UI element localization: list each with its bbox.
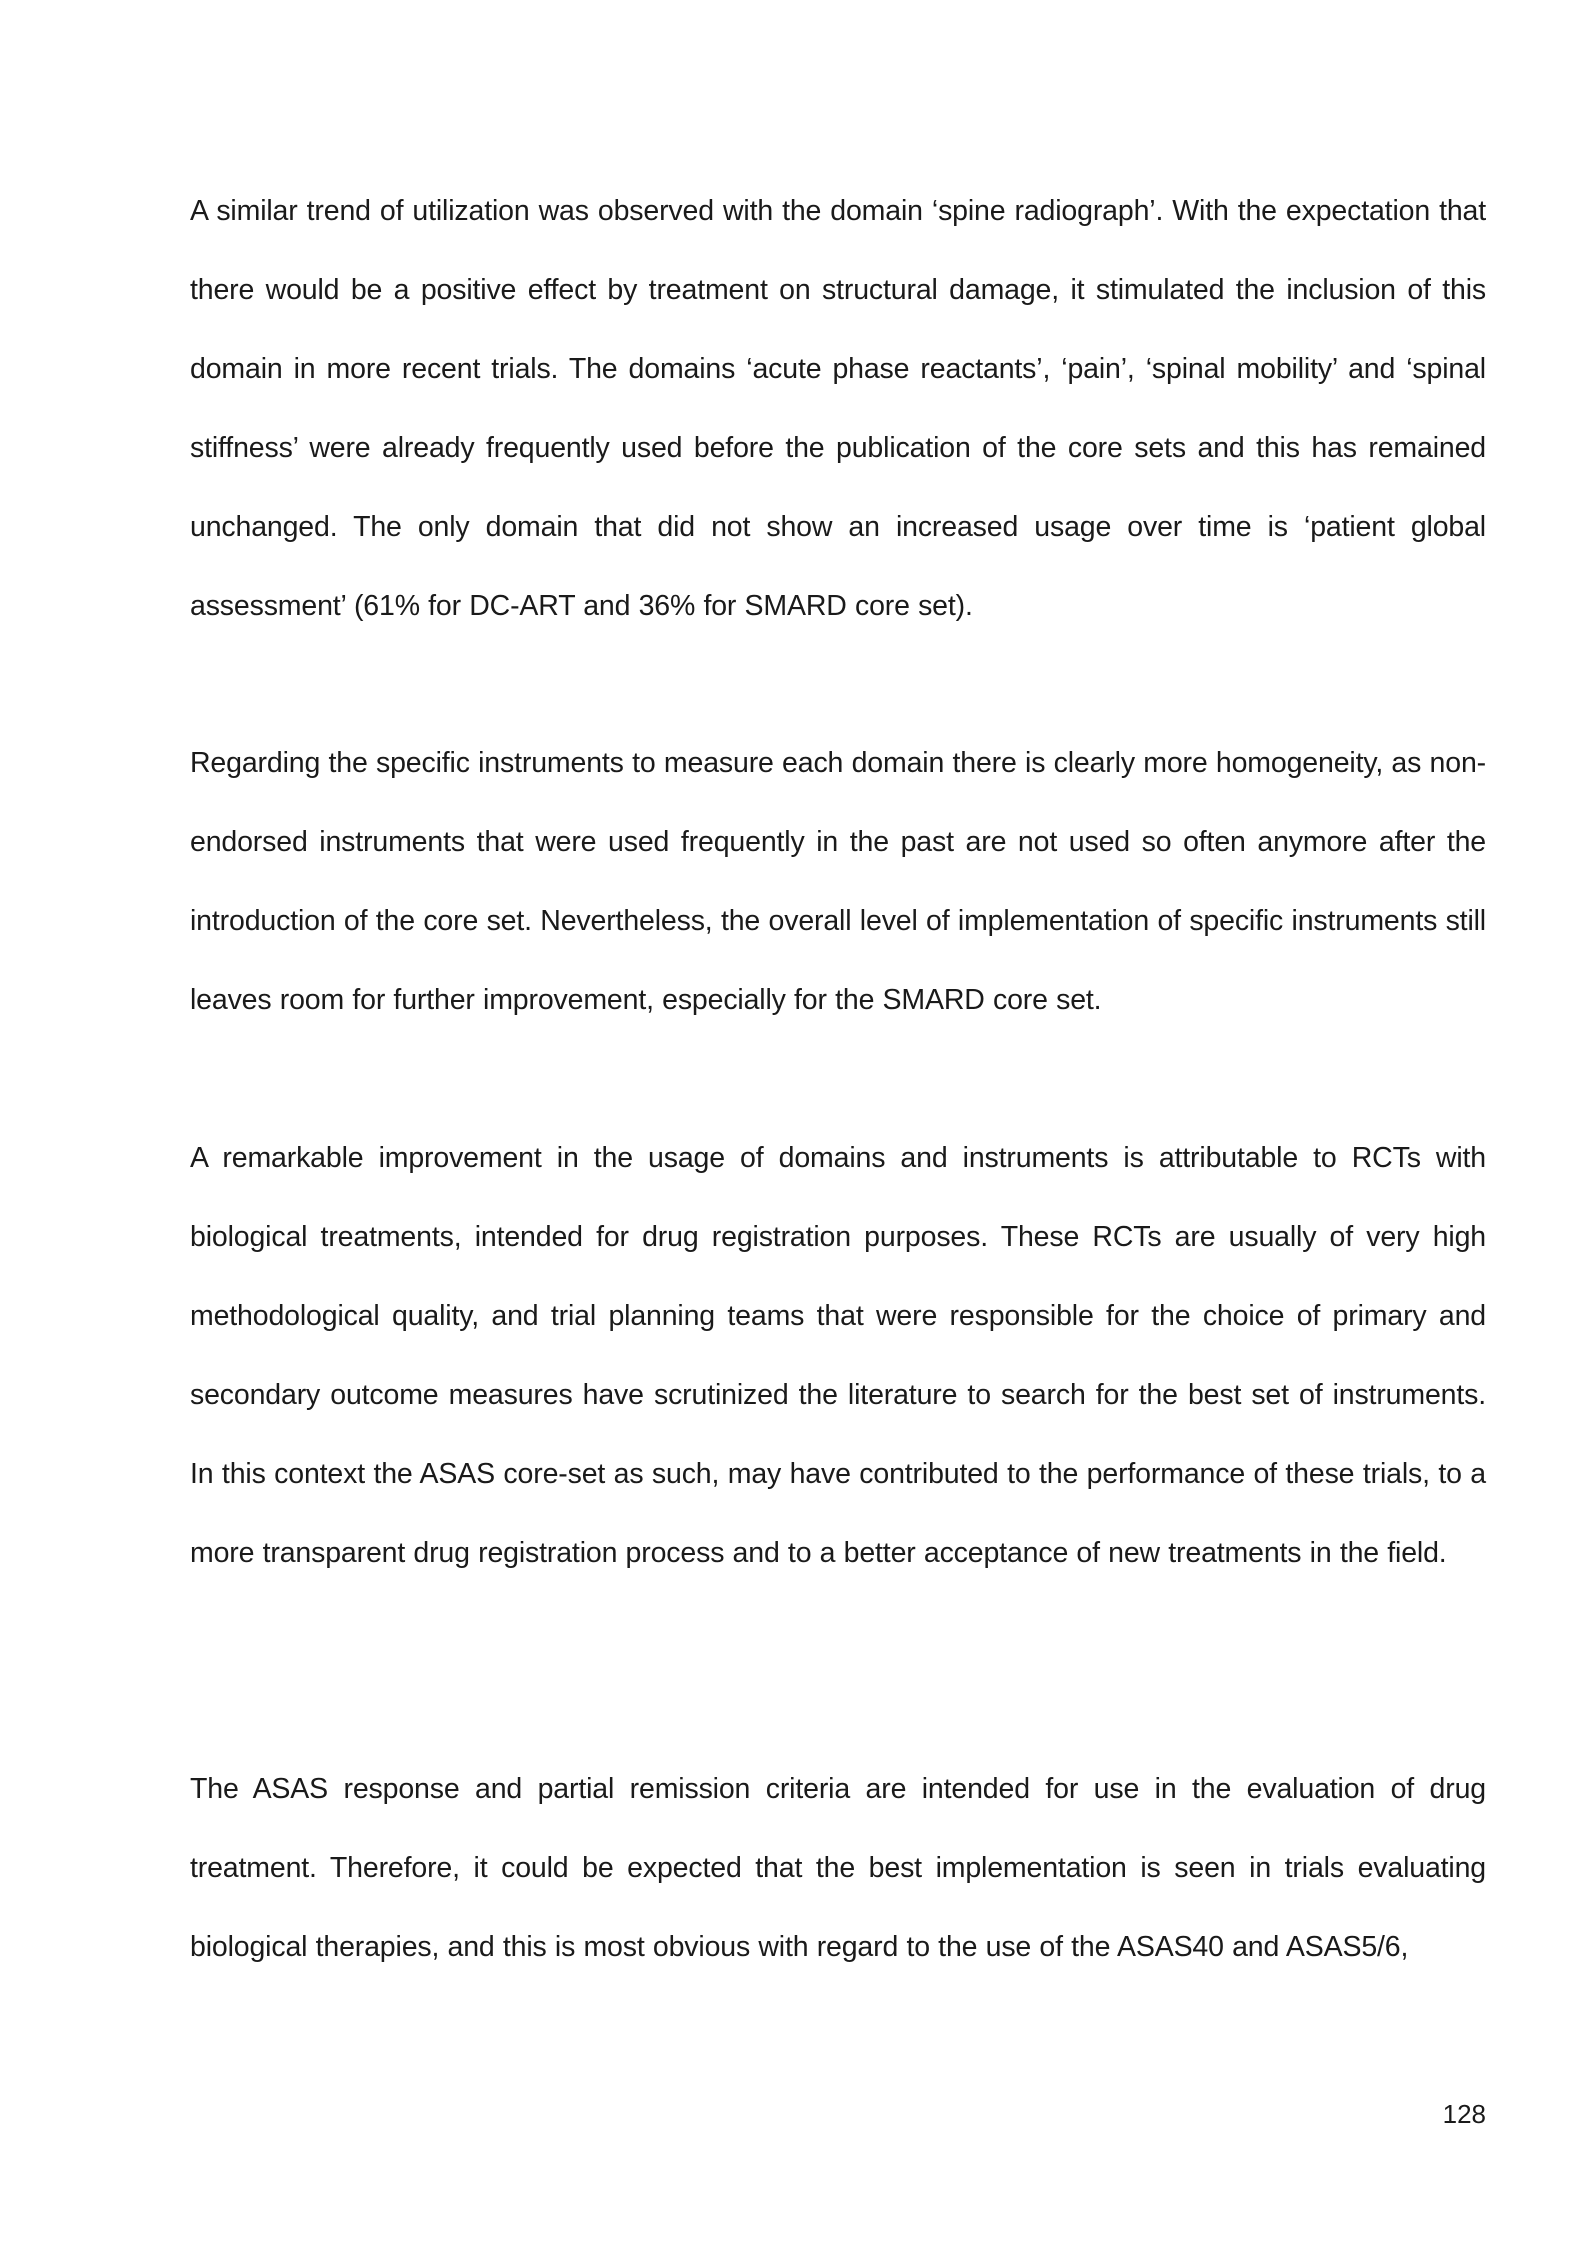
paragraph-spine-radiograph: A similar trend of utilization was observed with the domain ‘spine radiograph’. With the expectation that there would be a positive effect by treatment on structural damage, it stimulated the inclusion of this domain in more recent trials. The domains ‘acute phase reactants’, ‘pain’, ‘spinal mobility’ and ‘spinal stiffness’ were already frequently used before the publication of the core sets and this has remained unchanged. The only domain that did not show an increased usage over time is ‘patient global assessment’ (61% for DC-ART and 36% for SMARD core set).: [190, 195, 1486, 622]
paragraph-biological-treatments: A remarkable improvement in the usage of domains and instruments is attributable to RCTs with biological treatments, intended for drug registration purposes. These RCTs are usually of very high methodological quality, and trial planning teams that were responsible for the choice of primary and secondary outcome measures have scrutinized the literature to search for the best set of instruments. In this context the ASAS core-set as such, may have contributed to the performance of these trials, to a more transparent drug registration process and to a better acceptance of new treatments in the field.: [190, 1142, 1486, 1569]
paragraph-specific-instruments: Regarding the specific instruments to measure each domain there is clearly more homogeneity, as non-endorsed instruments that were used frequently in the past are not used so often anymore after the introduction of the core set. Nevertheless, the overall level of implementation of specific instruments still leaves room for further improvement, especially for the SMARD core set.: [190, 747, 1486, 1016]
page-number: 128: [1442, 2099, 1486, 2129]
paragraph-asas-response-criteria: The ASAS response and partial remission criteria are intended for use in the evaluation of drug treatment. Therefore, it could be expected that the best implementation is seen in trials evaluating biological therapies, and this is most obvious with regard to the use of the ASAS40 and ASAS5/6,: [190, 1773, 1486, 1963]
